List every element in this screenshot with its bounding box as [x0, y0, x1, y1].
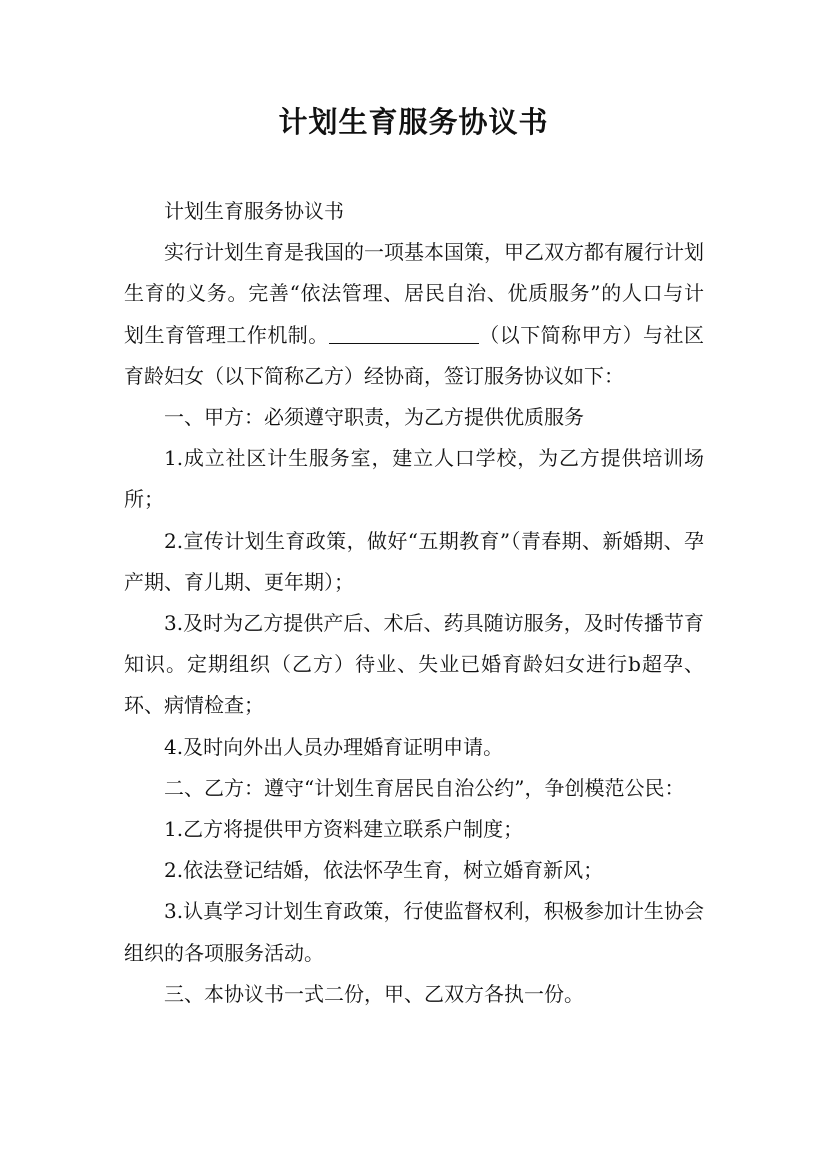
section-one-heading: 一、甲方：必须遵守职责，为乙方提供优质服务 [164, 405, 584, 430]
section-one-item-4: 4.及时向外出人员办理婚育证明申请。 [164, 734, 504, 759]
section-two-item-1: 1.乙方将提供甲方资料建立联系户制度； [164, 817, 524, 842]
section-three-paragraph: 三、本协议书一式二份，甲、乙双方各执一份。 [164, 981, 584, 1006]
section-two-item-3: 3.认真学习计划生育政策，行使监督权利，积极参加计生协会组织的各项服务活动。 [124, 899, 704, 965]
section-one-item-1: 1.成立社区计生服务室，建立人口学校，为乙方提供培训场所； [124, 446, 704, 512]
section-two-item-2: 2.依法登记结婚，依法怀孕生育，树立婚育新风； [164, 858, 604, 883]
document-body [124, 191, 704, 1015]
section-one-item-2: 2.宣传计划生育政策，做好“五期教育”（青春期、新婚期、孕产期、育儿期、更年期）； [124, 528, 704, 594]
intro-text: 实行计划生育是我国的一项基本国策，甲乙双方都有履行计划生育的义务。完善“依法管理、居民自治、优质服务”的人口与计划生育管理工作机制。 [124, 240, 704, 347]
section-two-heading: 二、乙方：遵守“计划生育居民自治公约”，争创模范公民： [164, 775, 685, 800]
intro-paragraph [124, 232, 704, 397]
section-one-item-3: 3.及时为乙方提供产后、术后、药具随访服务，及时传播节育知识。定期组织（乙方）待业、失业已婚育龄妇女进行b超孕、环、病情检查； [124, 611, 704, 718]
subtitle-paragraph: 计划生育服务协议书 [164, 199, 344, 223]
party-a-name-blank [329, 323, 479, 344]
document-title: 计划生育服务协议书 [278, 105, 549, 139]
intro-tail-text: （以下简称甲方）与社区育龄妇女（以下简称乙方）经协商，签订服务协议如下： [124, 322, 705, 388]
